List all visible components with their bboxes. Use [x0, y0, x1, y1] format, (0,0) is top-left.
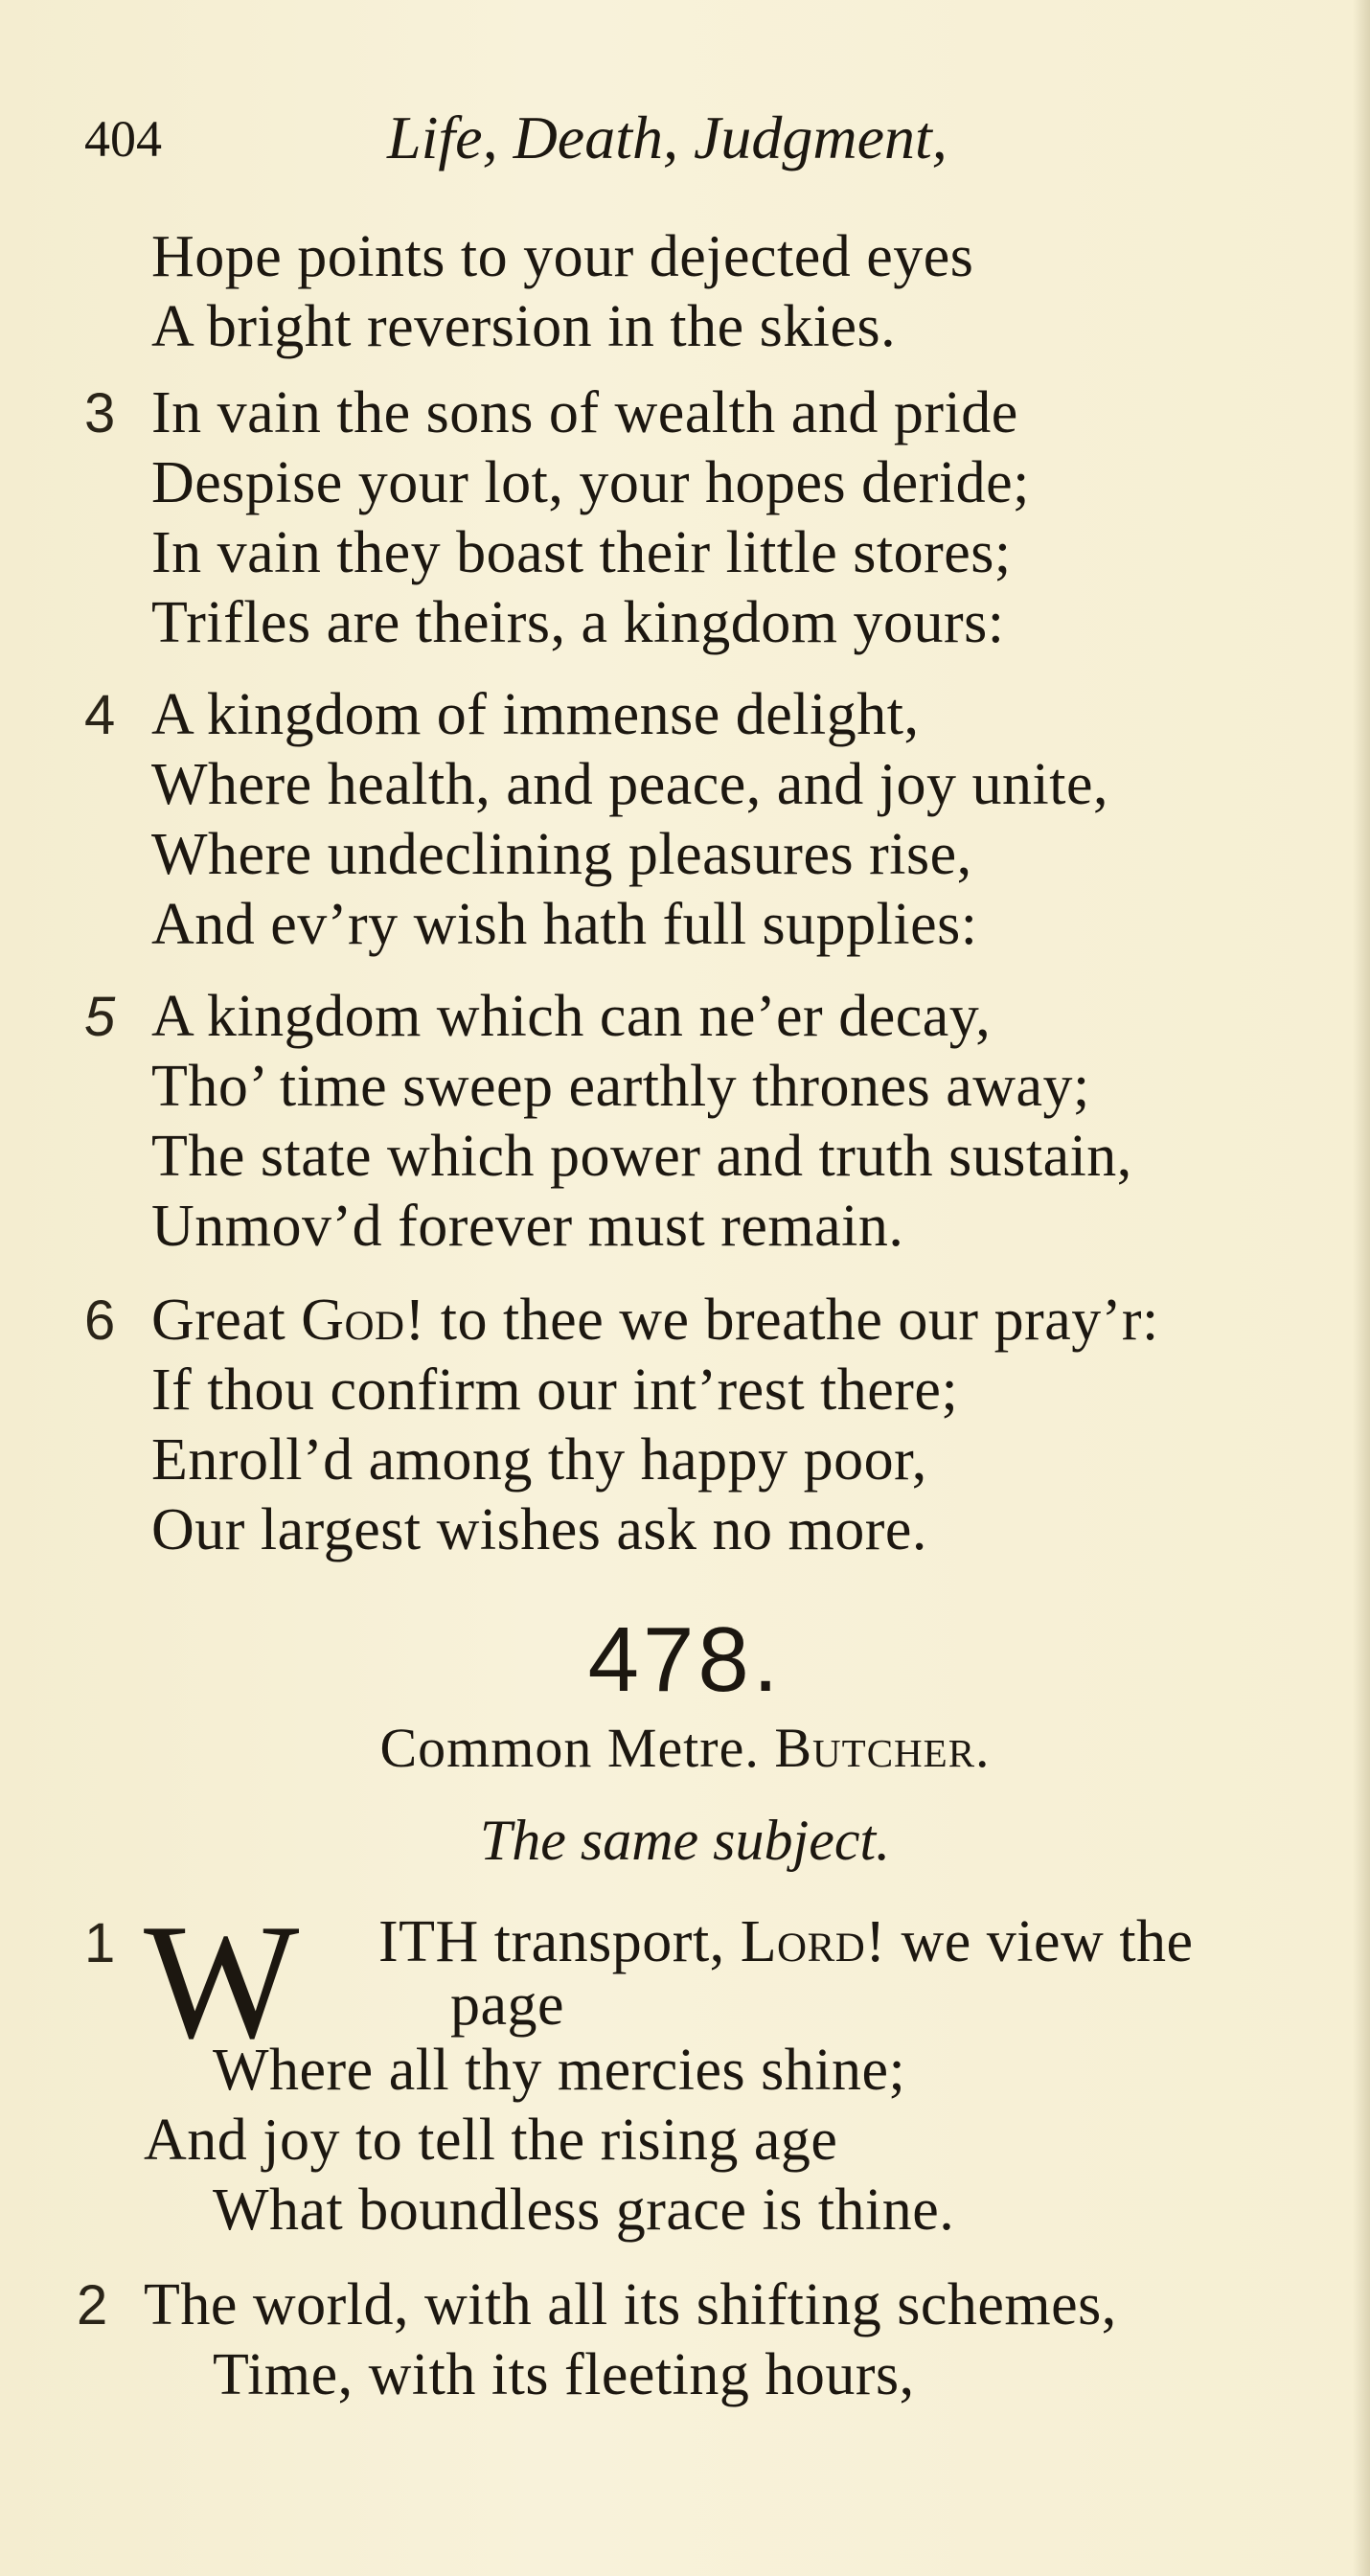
hymn-subject: The same subject. [479, 1809, 891, 1872]
verse-text: ! we view the [865, 1909, 1194, 1974]
verse-line: Where all thy mercies shine; [213, 2038, 906, 2103]
verse-text: Great [151, 1288, 302, 1353]
divine-name: God [301, 1288, 405, 1353]
verse-line: What boundless grace is thine. [213, 2177, 955, 2243]
verse-line: Hope points to your dejected eyes [151, 224, 974, 289]
hymn-meter: Common Metre. [379, 1717, 760, 1779]
running-title: Life, Death, Judgment, [387, 103, 948, 171]
verse-line: And joy to tell the rising age [144, 2108, 838, 2173]
stanza-number: 3 [84, 382, 116, 445]
verse-line: In vain the sons of wealth and pride [151, 380, 1018, 445]
verse-text: ITH transport, [378, 1909, 741, 1974]
verse-line: Where health, and peace, and joy unite, [151, 752, 1108, 817]
page-number: 404 [84, 110, 162, 168]
verse-line: Unmov’d forever must remain. [151, 1194, 904, 1259]
verse-line: A kingdom which can ne’er decay, [151, 984, 992, 1049]
verse-line: A kingdom of immense delight, [151, 682, 920, 747]
stanza-number: 5 [84, 986, 116, 1048]
verse-line: In vain they boast their little stores; [151, 520, 1012, 585]
verse-line: If thou confirm our int’rest there; [151, 1357, 959, 1423]
verse-line: Where undeclining pleasures rise, [151, 822, 972, 887]
verse-line: And ev’ry wish hath full supplies: [151, 892, 978, 957]
hymn-author: Butcher. [774, 1717, 991, 1779]
verse-line [378, 1909, 1194, 1974]
drop-cap: W [144, 1891, 300, 2073]
verse-line: The state which power and truth sustain, [151, 1124, 1132, 1189]
hymn-number: 478. [587, 1608, 783, 1711]
verse-line [151, 1288, 1159, 1353]
verse-line: Tho’ time sweep earthly thrones away; [151, 1054, 1090, 1119]
verse-text: ! to thee we breathe our pray’r: [404, 1288, 1159, 1353]
verse-line: Despise your lot, your hopes deride; [151, 450, 1030, 515]
verse-line: Trifles are theirs, a kingdom yours: [151, 590, 1005, 655]
stanza-number: 2 [77, 2274, 108, 2337]
stanza-number: 6 [84, 1289, 116, 1352]
stanza-number: 1 [84, 1912, 116, 1974]
verse-line: Enroll’d among thy happy poor, [151, 1427, 927, 1493]
hymn-meter-line [0, 1717, 1370, 1779]
verse-line: The world, with all its shifting schemes, [144, 2272, 1117, 2337]
divine-name: Lord [740, 1909, 866, 1974]
page-edge-shadow [1353, 0, 1370, 2576]
verse-line-continuation: page [450, 1972, 565, 2038]
verse-line: A bright reversion in the skies. [151, 294, 897, 359]
verse-line: Our largest wishes ask no more. [151, 1497, 927, 1562]
stanza-number: 4 [84, 684, 116, 746]
verse-line: Time, with its fleeting hours, [213, 2342, 915, 2407]
